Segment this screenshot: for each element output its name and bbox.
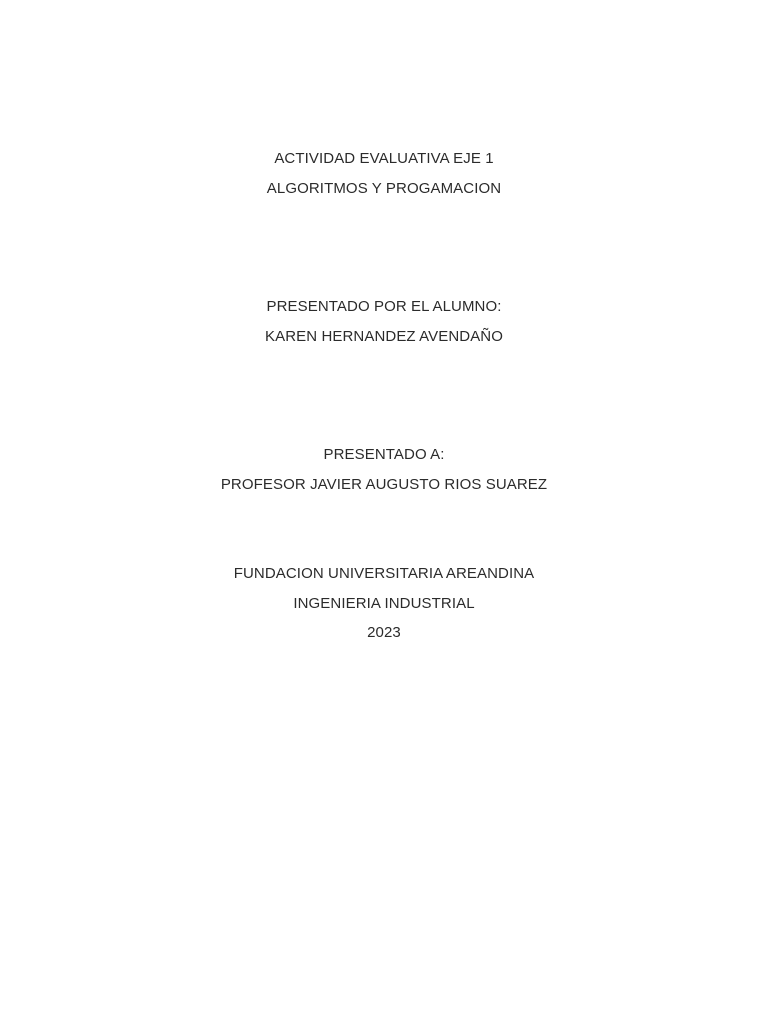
presented-by-label: PRESENTADO POR EL ALUMNO:: [266, 298, 502, 315]
presented-to-label: PRESENTADO A:: [323, 446, 445, 463]
activity-title: ACTIVIDAD EVALUATIVA EJE 1: [274, 150, 494, 167]
program-name: INGENIERIA INDUSTRIAL: [293, 595, 475, 612]
year: 2023: [367, 624, 401, 641]
student-name: KAREN HERNANDEZ AVENDAÑO: [265, 328, 503, 345]
institution-name: FUNDACION UNIVERSITARIA AREANDINA: [233, 565, 535, 582]
professor-name: PROFESOR JAVIER AUGUSTO RIOS SUAREZ: [220, 476, 548, 493]
course-name: ALGORITMOS Y PROGAMACION: [266, 180, 502, 197]
